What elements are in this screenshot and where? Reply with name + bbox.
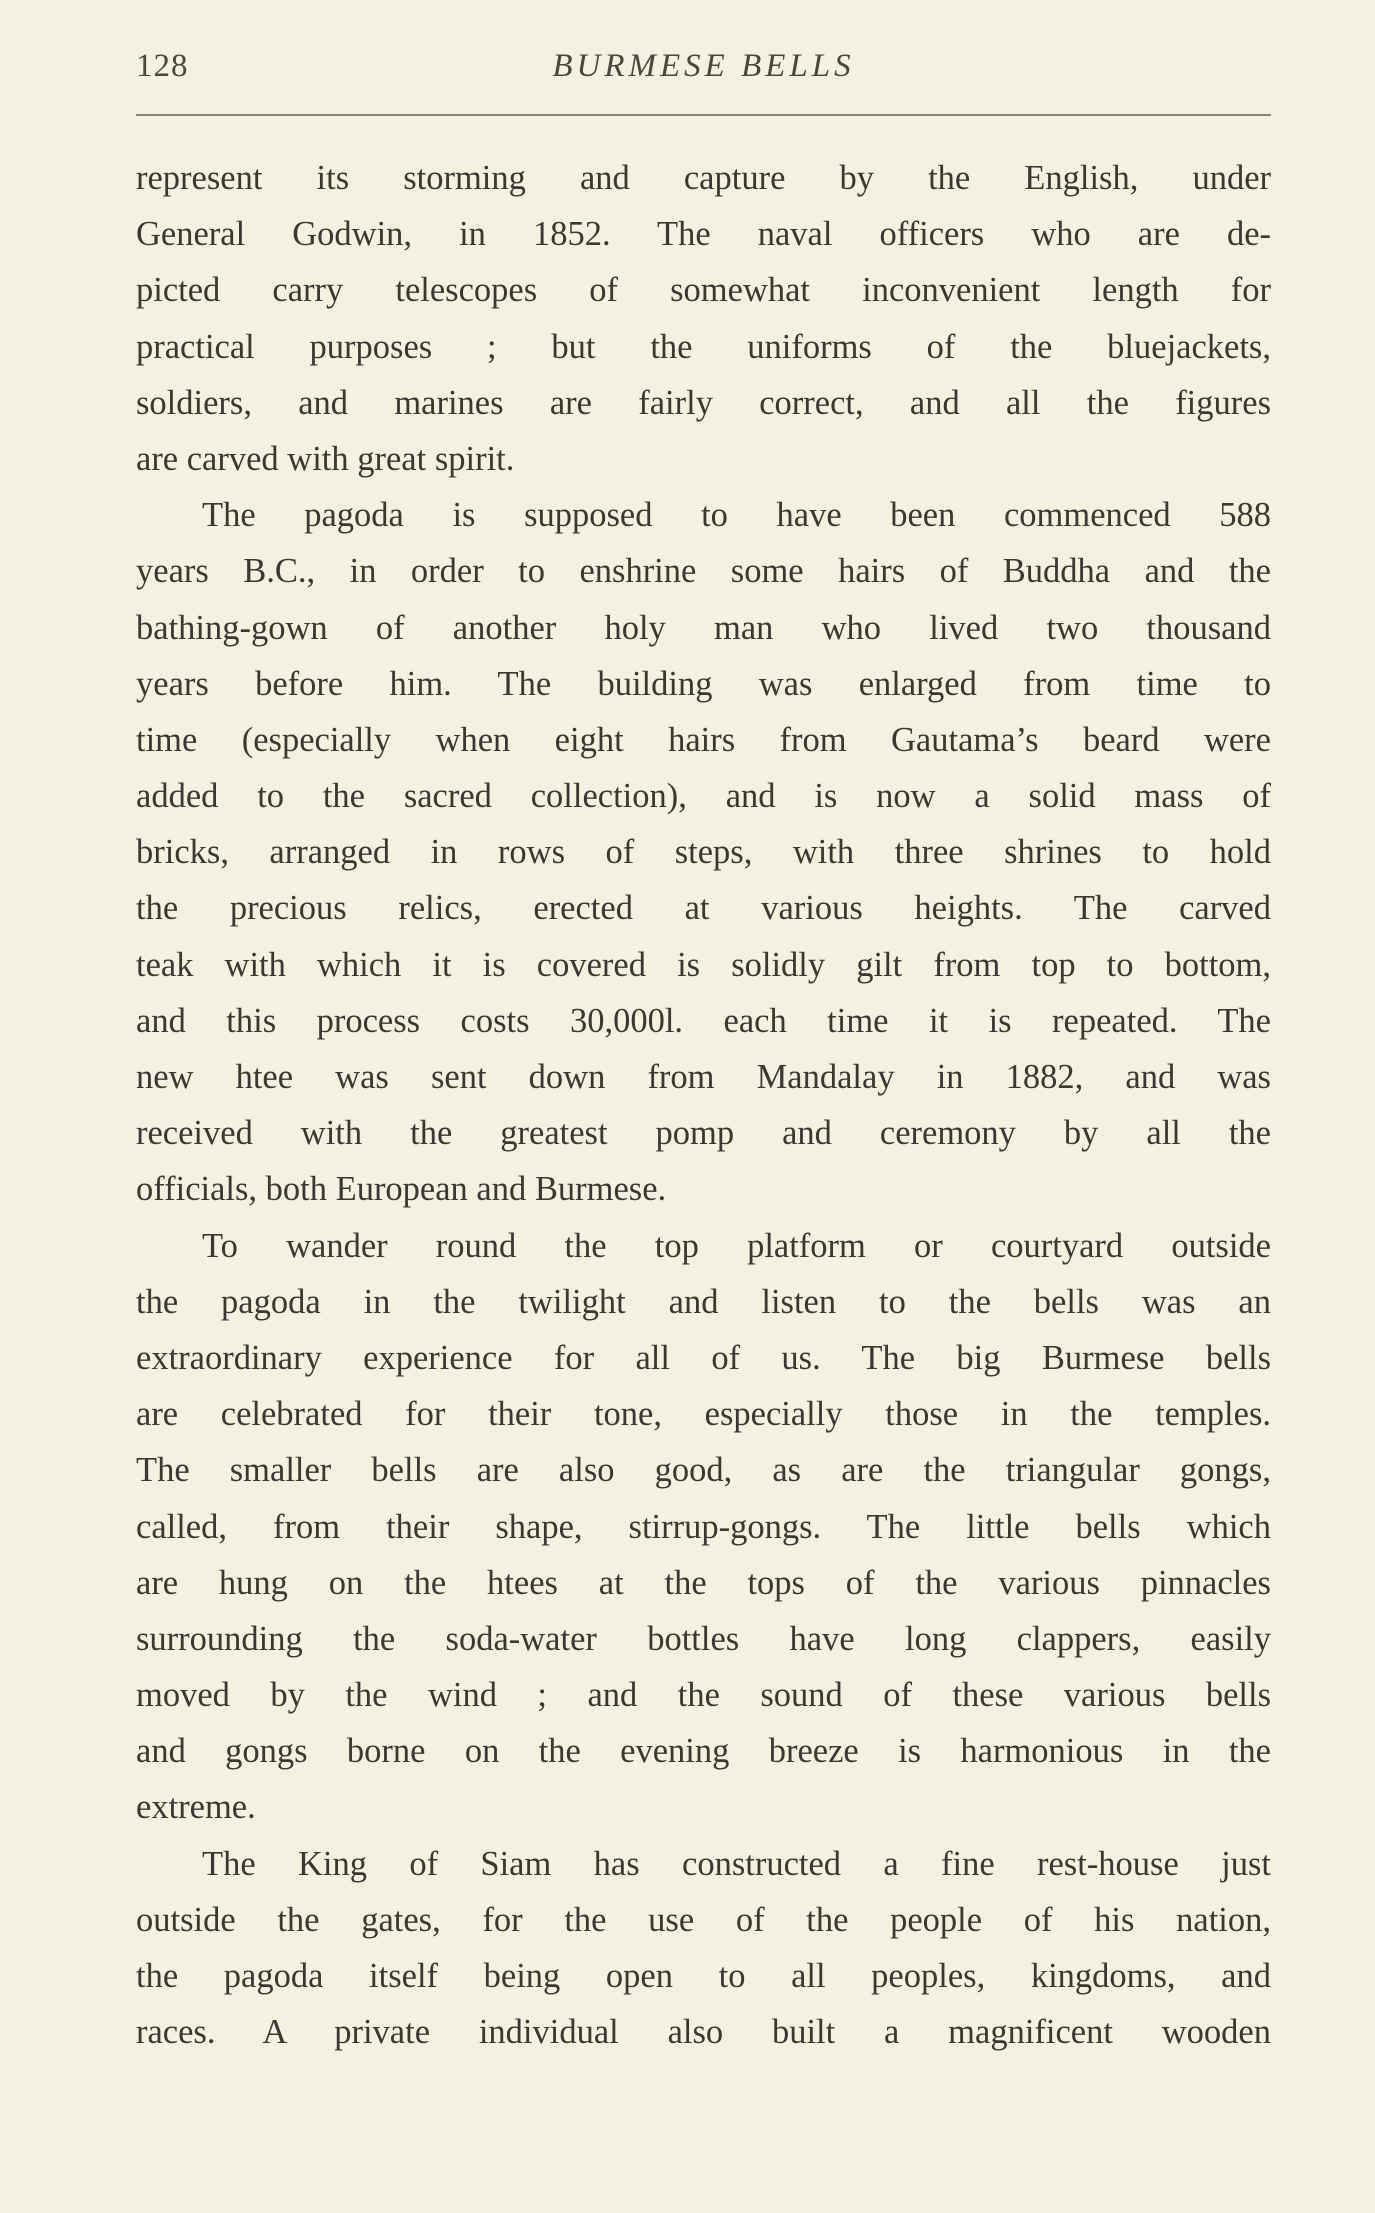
- text-line: are carved with great spirit.: [136, 439, 515, 478]
- text-line: the pagoda in the twilight and listen to the bells was an: [136, 1282, 1271, 1321]
- text-line: The smaller bells are also good, as are the triangular gongs,: [136, 1451, 1271, 1490]
- text-line: To wander round the top platform or courtyard outside: [202, 1226, 1271, 1265]
- text-line: bathing-gown of another holy man who lived two thousand: [136, 608, 1271, 647]
- text-line: the precious relics, erected at various heights. The carved: [136, 889, 1271, 928]
- text-line: surrounding the soda-water bottles have long clappers, easily: [136, 1619, 1271, 1658]
- text-line: General Godwin, in 1852. The naval officers who are de-: [136, 215, 1271, 254]
- text-line: time (especially when eight hairs from Gautama’s beard were: [136, 720, 1271, 759]
- text-line: soldiers, and marines are fairly correct, and all the figures: [136, 383, 1271, 422]
- text-line: are hung on the htees at the tops of the various pinnacles: [136, 1563, 1271, 1602]
- text-line: called, from their shape, stirrup-gongs. The little bells which: [136, 1507, 1271, 1546]
- text-line: extraordinary experience for all of us. The big Burmese bells: [136, 1338, 1271, 1377]
- text-line: and this process costs 30,000l. each time it is repeated. The: [136, 1001, 1271, 1040]
- page-number: 128: [136, 48, 189, 84]
- text-line: years B.C., in order to enshrine some hairs of Buddha and the: [136, 552, 1271, 591]
- text-line: moved by the wind ; and the sound of these various bells: [136, 1676, 1271, 1715]
- text-line: and gongs borne on the evening breeze is harmonious in the: [136, 1732, 1271, 1771]
- text-line: The King of Siam has constructed a fine rest-house just: [202, 1844, 1271, 1883]
- text-line: teak with which it is covered is solidly gilt from top to bottom,: [136, 945, 1271, 984]
- text-line: new htee was sent down from Mandalay in 1882, and was: [136, 1058, 1271, 1096]
- text-line: added to the sacred collection), and is now a solid mass of: [136, 777, 1271, 816]
- header-rule: [136, 114, 1271, 116]
- text-line: the pagoda itself being open to all peoples, kingdoms, and: [136, 1957, 1271, 1995]
- text-line: years before him. The building was enlarged from time to: [136, 664, 1271, 703]
- text-line: The pagoda is supposed to have been commenced 588: [202, 496, 1271, 535]
- text-line: races. A private individual also built a magnificent wooden: [136, 2013, 1271, 2052]
- text-line: picted carry telescopes of somewhat inconvenient length for: [136, 271, 1271, 310]
- running-title: BURMESE BELLS: [552, 48, 855, 84]
- body-text: [136, 150, 1271, 2060]
- text-line: extreme.: [136, 1788, 256, 1827]
- text-line: bricks, arranged in rows of steps, with three shrines to hold: [136, 833, 1271, 872]
- text-line: received with the greatest pomp and ceremony by all the: [136, 1114, 1271, 1153]
- text-line: practical purposes ; but the uniforms of the bluejackets,: [136, 327, 1271, 366]
- text-line: outside the gates, for the use of the people of his nation,: [136, 1900, 1271, 1939]
- page-header: [136, 44, 1271, 94]
- text-line: officials, both European and Burmese.: [136, 1170, 667, 1209]
- text-line: are celebrated for their tone, especially those in the temples.: [136, 1395, 1271, 1434]
- text-line: represent its storming and capture by the English, under: [136, 159, 1271, 197]
